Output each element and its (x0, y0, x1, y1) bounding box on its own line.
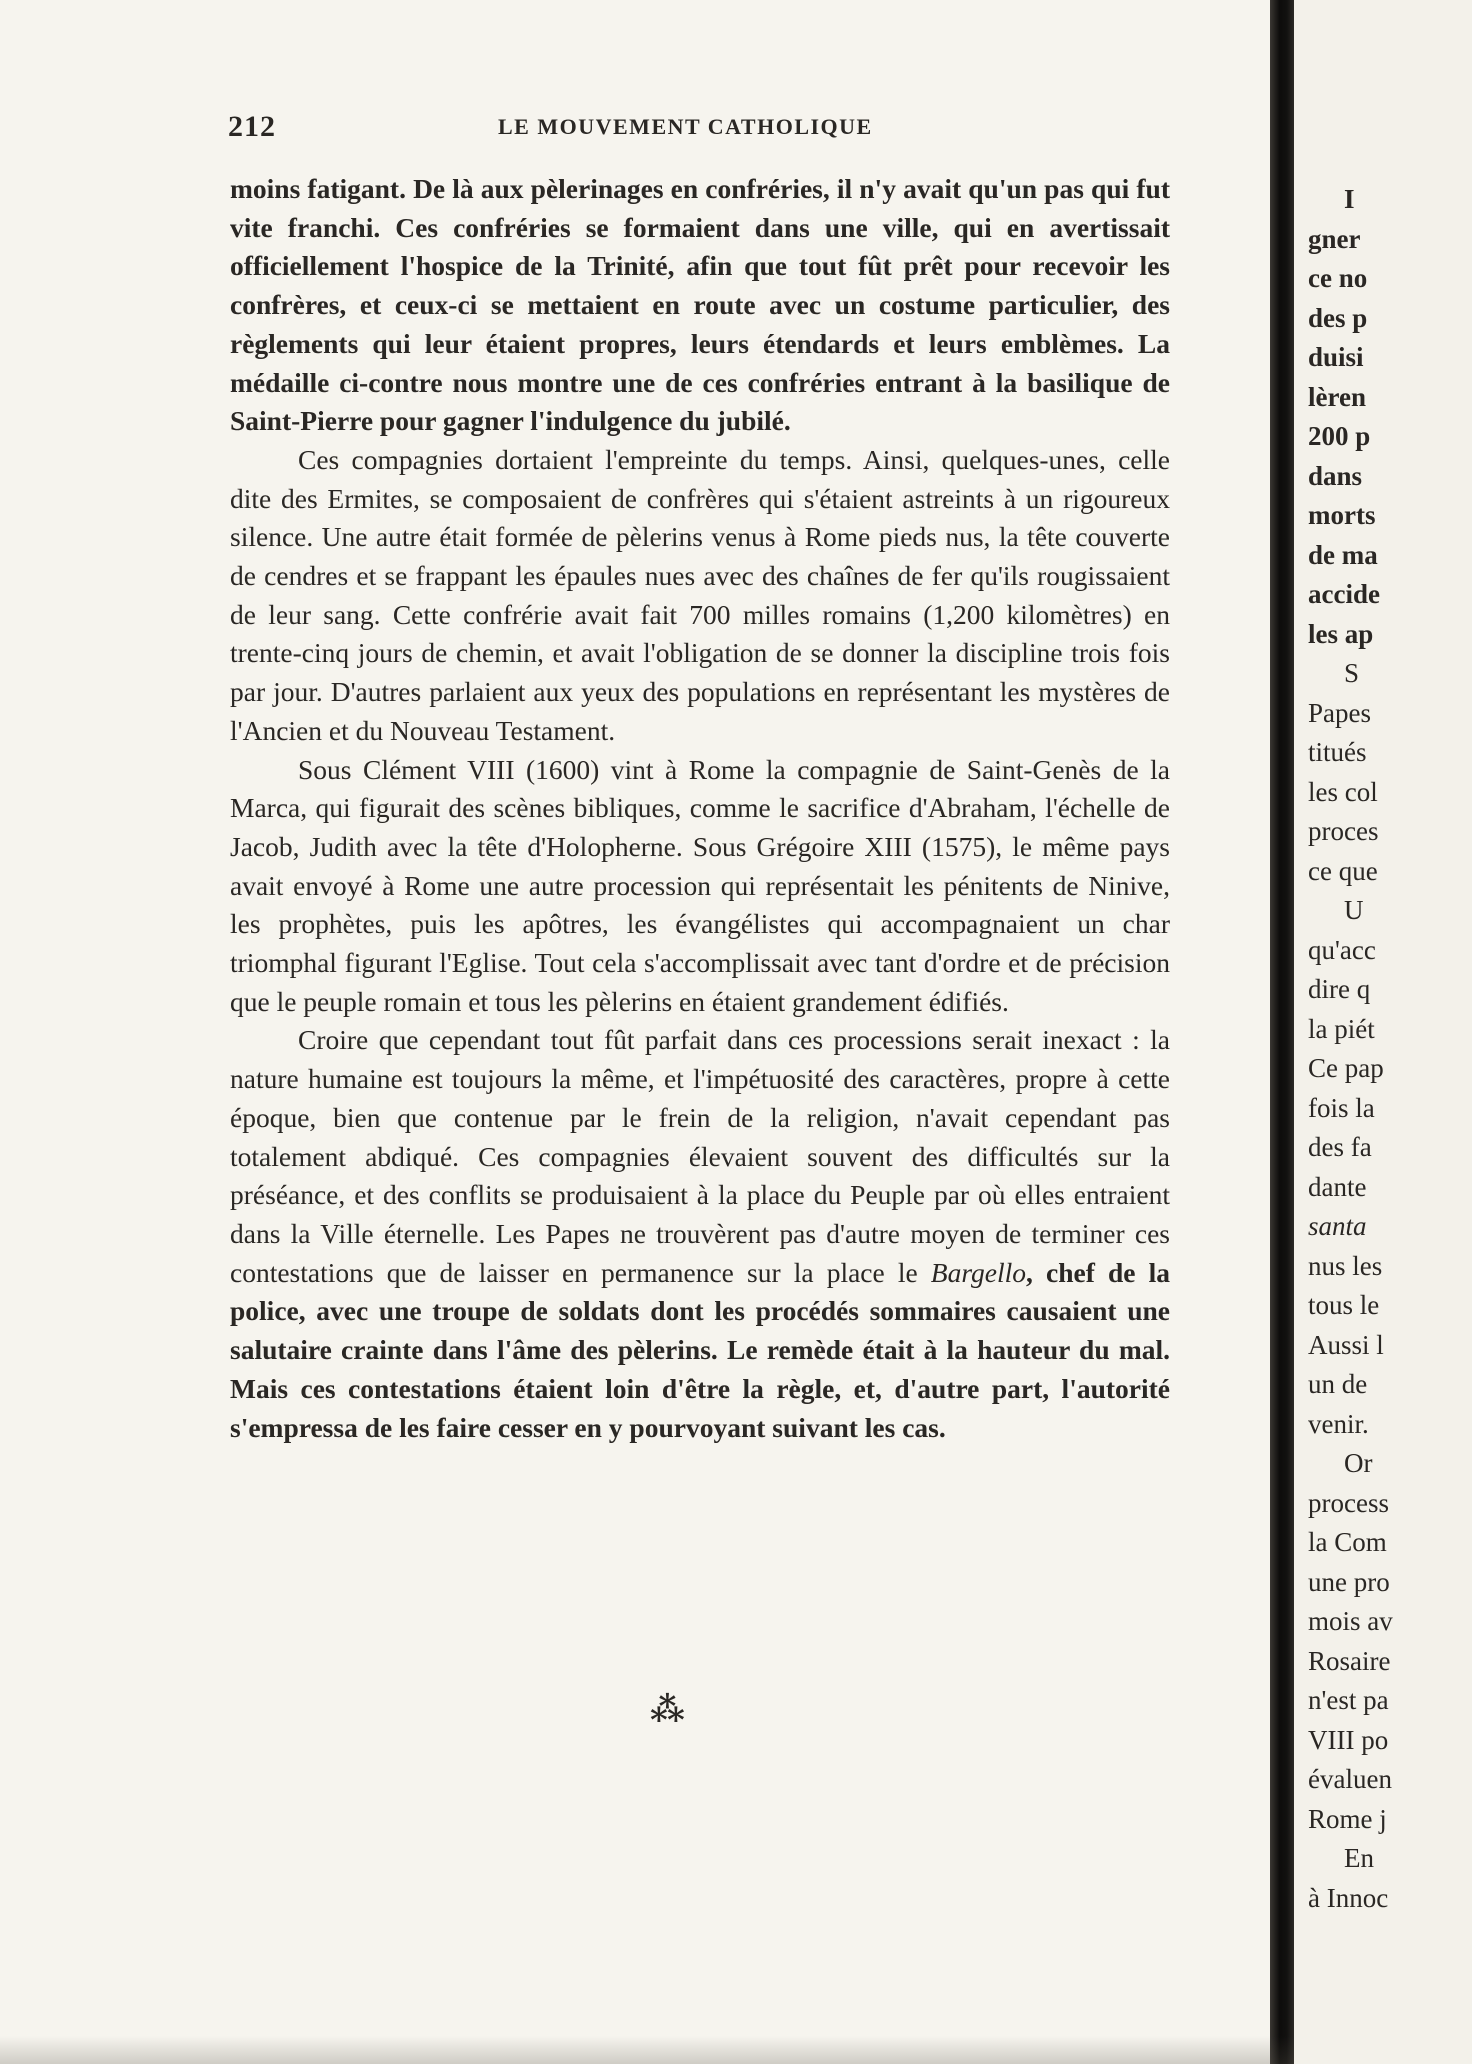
book-gutter (1270, 0, 1294, 2064)
facing-page-line: Or (1344, 1448, 1373, 1478)
paragraph-4-end: , chef de la police, avec une troupe de soldats dont les procédés sommaires causaient une salutaire crainte dans l'âme des pèlerins. Le remède était à la hauteur du mal. Mais ces contestations étaient loin d'être la règle, et, d'autre part, l'autorité s'empressa de les faire cesser en y pourvoyant suivant les cas. (230, 1256, 1170, 1443)
facing-page-line: n'est pa (1308, 1685, 1389, 1715)
facing-page-line: santa (1308, 1211, 1367, 1241)
facing-page-line: titués (1308, 737, 1367, 767)
paragraph-3: Sous Clément VIII (1600) vint à Rome la compagnie de Saint-Genès de la Marca, qui figurait des scènes bibliques, comme le sacrifice d'Abraham, l'échelle de Jacob, Judith avec la tête d'Holopherne. Sous Grégoire XIII (1575), le même pays avait envoyé à Rome une autre procession qui représentait les pénitents de Ninive, les prophètes, puis les apôtres, les évangélistes qui accompagnaient un char triomphal figurant l'Eglise. Tout cela s'accomplissait avec tant d'ordre et de précision que le peuple romain et tous les pèlerins en étaient grandement édifiés. (230, 753, 1170, 1017)
paragraph-4-start: Croire que cependant tout fût parfait dans ces processions serait inexact : la nature humaine est toujours la même, et l'impétuosité des caractères, propre à cette époque, bien que contenue par le frein de la religion, n'avait cependant pas totalement abdiqué. Ces compagnies élevaient souvent des difficultés sur la préséance, et des conflits se produisaient à la place du Peuple par où elles entraient dans la Ville éternelle. Les Papes ne trouvèrent pas d'autre moyen de terminer ces contestations que de laisser en permanence sur la place le (230, 1024, 1170, 1288)
facing-page-line: les col (1308, 776, 1378, 807)
facing-page-line: un de (1308, 1369, 1368, 1399)
facing-page-line: lèren (1308, 381, 1366, 412)
paragraph-4-italic-term: Bargello (930, 1256, 1026, 1288)
facing-page-line: de ma (1308, 539, 1378, 570)
running-head: LE MOUVEMENT CATHOLIQUE (498, 114, 873, 139)
facing-page-line: U (1344, 895, 1364, 925)
facing-page-line: VIII po (1308, 1724, 1389, 1755)
paragraph-4 (230, 1021, 1170, 1447)
facing-page-line: nus les (1308, 1250, 1383, 1281)
paragraph-2: Ces compagnies dortaient l'empreinte du temps. Ainsi, quelques-unes, celle dite des Ermites, se composaient de confrères qui s'étaient astreints à un rigoureux silence. Une autre était formée de pèlerins venus à Rome pieds nus, la tête couverte de cendres et se frappant les épaules nues avec des chaînes de fer qu'ils rougissaient de leur sang. Cette confrérie avait fait 700 milles romains (1,200 kilomètres) en trente-cinq jours de chemin, et avait l'obligation de se donner la discipline trois fois par jour. D'autres parlaient aux yeux des populations en représentant les mystères de l'Ancien et du Nouveau Testament. (230, 443, 1170, 746)
facing-page-line: gner (1308, 223, 1361, 254)
facing-page-line: Rome j (1308, 1803, 1387, 1834)
facing-page-line: Ce pap (1308, 1053, 1384, 1083)
facing-page-line: ce no (1308, 263, 1368, 293)
body-text (230, 170, 1170, 1447)
facing-page-line: à Innoc (1308, 1882, 1389, 1913)
facing-page-line: des p (1308, 302, 1368, 333)
facing-page-line: En (1344, 1843, 1374, 1873)
facing-page-line: dire q (1308, 974, 1371, 1004)
page-number: 212 (228, 110, 276, 143)
page-header (228, 110, 1128, 150)
facing-page-line: mois av (1308, 1606, 1393, 1636)
facing-page-line: la piét (1308, 1013, 1375, 1044)
facing-page-line: Papes (1308, 697, 1371, 728)
facing-page-line: des fa (1308, 1132, 1372, 1162)
facing-page-line: fois la (1308, 1092, 1375, 1123)
facing-page-line: accide (1308, 579, 1380, 609)
page-shadow (0, 2036, 1294, 2064)
facing-page-line: venir. (1308, 1408, 1369, 1439)
facing-page-line: process (1308, 1487, 1389, 1518)
section-ornament: ⁂ (650, 1692, 687, 1729)
facing-page-line: Rosaire (1308, 1645, 1391, 1676)
facing-page-text (1308, 180, 1472, 1918)
facing-page-line: la Com (1308, 1527, 1387, 1557)
facing-page-line: ce que (1308, 855, 1378, 886)
facing-page-line: les ap (1308, 618, 1374, 649)
facing-page-line: proces (1308, 816, 1379, 846)
facing-page-line: tous le (1308, 1290, 1380, 1320)
facing-page-line: évaluen (1308, 1764, 1392, 1794)
facing-page-line: dans (1308, 460, 1363, 491)
facing-page-line: 200 p (1308, 421, 1371, 451)
paragraph-1: moins fatigant. De là aux pèlerinages en confréries, il n'y avait qu'un pas qui fut vite franchi. Ces confréries se formaient dans une ville, qui en avertissait officiellement l'hospice de la Trinité, afin que tout fût prêt pour recevoir les confrères, et ceux-ci se mettaient en route avec un costume particulier, des règlements qui leur étaient propres, leurs étendards et leurs emblèmes. La médaille ci-contre nous montre une de ces confréries entrant à la basilique de Saint-Pierre pour gagner l'indulgence du jubilé. (230, 173, 1170, 437)
facing-page-line: qu'acc (1308, 934, 1376, 965)
facing-page-line: I (1344, 184, 1355, 214)
facing-page-line: une pro (1308, 1566, 1390, 1597)
facing-page-line: morts (1308, 500, 1376, 530)
facing-page-line: dante (1308, 1171, 1367, 1202)
facing-page-line: Aussi l (1308, 1329, 1384, 1360)
facing-page-line: duisi (1308, 342, 1364, 372)
facing-page-line: S (1344, 658, 1360, 688)
